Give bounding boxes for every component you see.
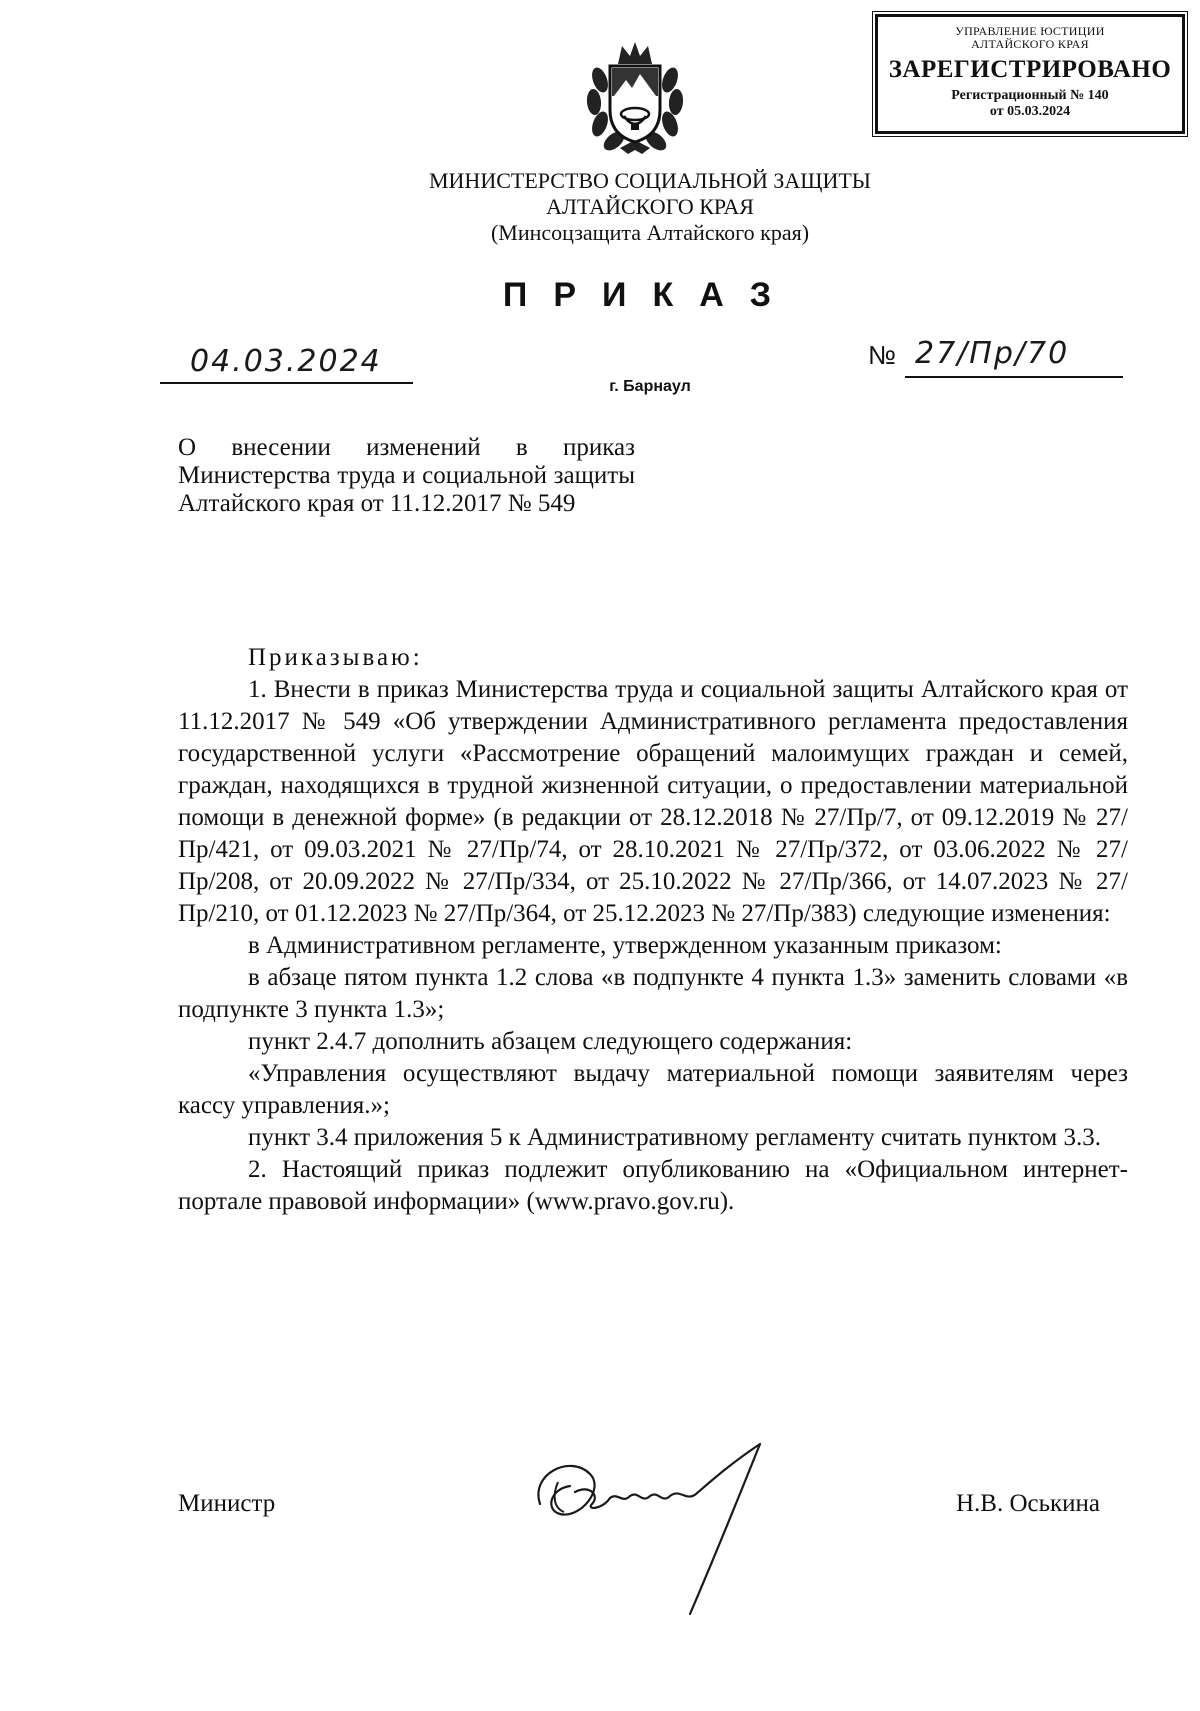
document-subject: О внесении изменений в приказ Министерства труда и социальной защиты Алтайского края от 11.12.2017 № 549 (178, 434, 635, 517)
paragraph-3: в абзаце пятом пункта 1.2 слова «в подпункте 4 пункта 1.3» заменить словами «в подпункте 3 пункта 1.3»; (178, 964, 1128, 1023)
document-city: г. Барнаул (609, 378, 691, 395)
paragraph-5: «Управления осуществляют выдачу материальной помощи заявителям через кассу управления.»; (178, 1060, 1128, 1119)
document-date-handwritten: 04.03.2024 (190, 344, 382, 379)
stamp-org-line1: УПРАВЛЕНИЕ ЮСТИЦИИ (955, 24, 1105, 38)
paragraph-2: в Административном регламенте, утвержденном указанным приказом: (248, 932, 1002, 959)
document-number-field (905, 338, 1123, 378)
document-number-label: № (868, 340, 896, 370)
signatory-name: Н.В. Оськина (956, 1490, 1101, 1517)
stamp-reg-date: от 05.03.2024 (989, 104, 1071, 119)
order-word: Приказываю: (248, 644, 423, 671)
signature-icon (530, 1434, 800, 1634)
stamp-status: ЗАРЕГИСТРИРОВАНО (888, 56, 1172, 83)
paragraph-7: 2. Настоящий приказ подлежит опубликованию на «Официальном интернет-портале правовой информации» (www.pravo.gov.ru). (178, 1156, 1128, 1215)
coat-of-arms-icon (580, 40, 690, 160)
stamp-reg-number: Регистрационный № 140 (951, 88, 1109, 103)
ministry-header (300, 168, 1000, 246)
paragraph-1: 1. Внести в приказ Министерства труда и социальной защиты Алтайского края от 11.12.2017 № 549 «Об утверждении Административного регламента предоставления государственной услуги «Рассмотрение обращений малоимущих граждан и семей, граждан, находящихся в трудной жизненной ситуации, о предоставлении материальной помощи в денежной форме» (в редакции от 28.12.2018 № 27/Пр/7, от 09.12.2019 № 27/Пр/421, от 09.03.2021 № 27/Пр/74, от 28.10.2021 № 27/Пр/372, от 03.06.2022 № 27/Пр/208, от 20.09.2022 № 27/Пр/334, от 25.10.2022 № 27/Пр/366, от 14.07.2023 № 27/Пр/210, от 01.12.2023 № 27/Пр/364, от 25.12.2023 № 27/Пр/383) следующие изменения: (178, 676, 1128, 927)
ministry-short-name: (Минсоцзащита Алтайского края) (490, 220, 810, 245)
paragraph-6: пункт 3.4 приложения 5 к Административному регламенту считать пунктом 3.3. (248, 1124, 1102, 1151)
document-body (178, 642, 1128, 1218)
signatory-role: Министр (178, 1490, 276, 1517)
ministry-name-line1: МИНИСТЕРСТВО СОЦИАЛЬНОЙ ЗАЩИТЫ (428, 168, 871, 193)
ministry-name-line2: АЛТАЙСКОГО КРАЯ (546, 194, 754, 219)
document-number-handwritten: 27/Пр/70 (915, 336, 1070, 371)
registration-stamp (875, 14, 1185, 134)
document-type-title: ПРИКАЗ (502, 276, 798, 314)
paragraph-4: пункт 2.4.7 дополнить абзацем следующего содержания: (248, 1028, 853, 1055)
stamp-org-line2: АЛТАЙСКОГО КРАЯ (971, 37, 1089, 51)
